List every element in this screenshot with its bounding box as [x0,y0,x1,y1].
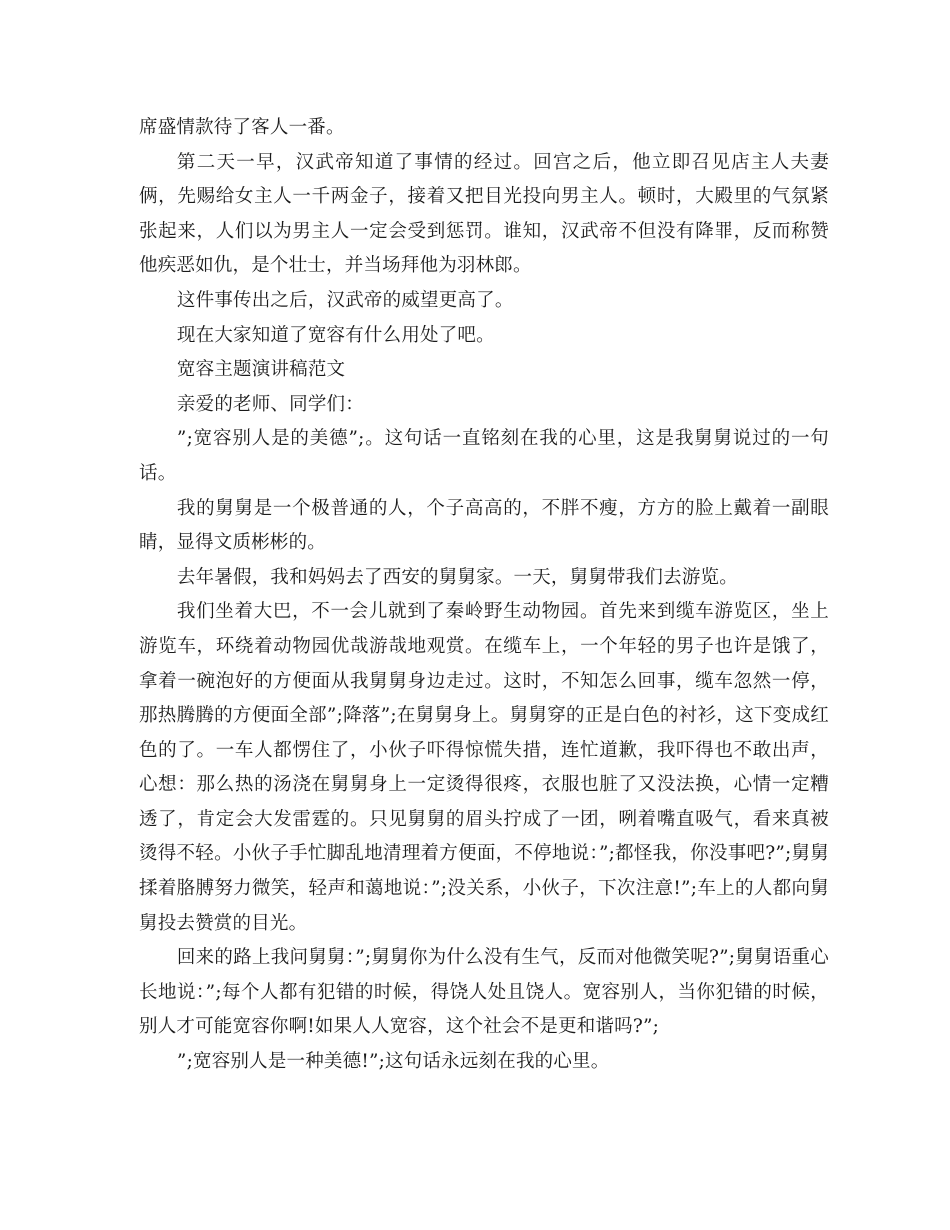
paragraph-9: 我们坐着大巴，不一会儿就到了秦岭野生动物园。首先来到缆车游览区，坐上游览车，环绕着动物园优哉游哉地观赏。在缆车上，一个年轻的男子也许是饿了，拿着一碗泡好的方便面从我舅舅身边走过。这时，不知怎么回事，缆车忽然一停，那热腾腾的方便面全部”;降落”;在舅舅身上。舅舅穿的正是白色的衬衫，这下变成红色的了。一车人都愣住了，小伙子吓得惊慌失措，连忙道歉，我吓得也不敢出声，心想：那么热的汤浇在舅舅身上一定烫得很疼，衣服也脏了又没法换，心情一定糟透了，肯定会大发雷霆的。只见舅舅的眉头拧成了一团，咧着嘴直吸气，看来真被烫得不轻。小伙子手忙脚乱地清理着方便面，不停地说：”;都怪我，你没事吧?”;舅舅揉着胳膊努力微笑，轻声和蔼地说：”;没关系，小伙子，下次注意!”;车上的人都向舅舅投去赞赏的目光。 [139,601,829,934]
salutation: 亲爱的老师、同学们： [176,393,364,415]
paragraph-8: 去年暑假，我和妈妈去了西安的舅舅家。一天，舅舅带我们去游览。 [176,566,738,588]
paragraph-11: ”;宽容别人是一种美德!”;这句话永远刻在我的心里。 [176,1051,610,1073]
paragraph-1: 第二天一早，汉武帝知道了事情的经过。回宫之后，他立即召见店主人夫妻俩，先赐给女主人一千两金子，接着又把目光投向男主人。顿时，大殿里的气氛紧张起来，人们以为男主人一定会受到惩罚。谁知，汉武帝不但没有降罪，反而称赞他疾恶如仇，是个壮士，并当场拜他为羽林郎。 [139,151,829,277]
paragraph-2: 这件事传出之后，汉武帝的威望更高了。 [176,289,514,311]
section-title: 宽容主题演讲稿范文 [176,359,346,381]
paragraph-7: 我的舅舅是一个极普通的人，个子高高的，不胖不瘦，方方的脸上戴着一副眼睛，显得文质彬彬的。 [139,497,829,554]
document-body [139,111,829,1080]
paragraph-3: 现在大家知道了宽容有什么用处了吧。 [176,324,495,346]
paragraph-0: 席盛情款待了客人一番。 [139,117,345,138]
paragraph-6: ”;宽容别人是的美德”;。这句话一直铭刻在我的心里，这是我舅舅说过的一句话。 [139,428,829,484]
paragraph-10: 回来的路上我问舅舅：”;舅舅你为什么没有生气，反而对他微笑呢?”;舅舅语重心长地说：”;每个人都有犯错的时候，得饶人处且饶人。宽容别人，当你犯错的时候，别人才可能宽容你啊!如果人人宽容，这个社会不是更和谐吗?”; [139,947,829,1038]
